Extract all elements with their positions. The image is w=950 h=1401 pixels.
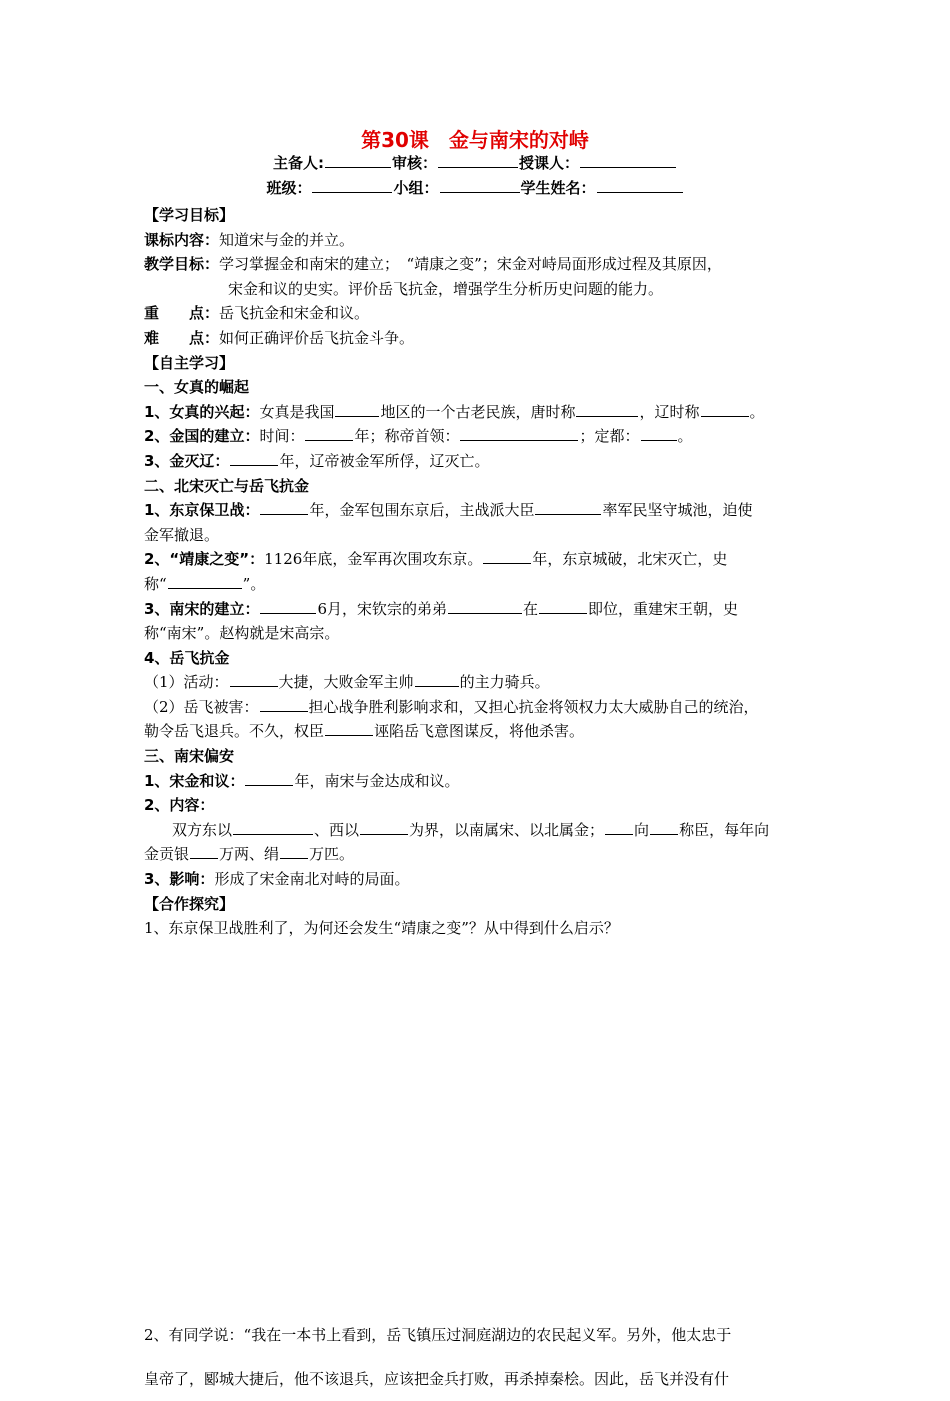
key-text: 岳飞抗金和宋金和议。 bbox=[219, 304, 370, 323]
s1-item-2-label: 2、金国的建立： bbox=[144, 427, 260, 446]
s3-item-2-line-1 bbox=[144, 818, 812, 843]
fill-blank[interactable] bbox=[280, 843, 308, 859]
section-3-heading: 三、南宋偏安 bbox=[144, 747, 235, 766]
s3-item-3-text-a: 形成了宋金南北对峙的局面。 bbox=[214, 870, 410, 889]
question-2-line-2: 皇帝了，郾城大捷后，他不该退兵，应该把金兵打败，再杀掉秦桧。因此，岳飞并没有什 bbox=[144, 1369, 730, 1388]
reviewer-blank[interactable] bbox=[438, 152, 518, 168]
s2-item-2-cont bbox=[144, 572, 812, 597]
fill-blank[interactable] bbox=[335, 401, 379, 417]
s3-item-2-text-g: 万两、绢 bbox=[219, 845, 280, 864]
s1-item-1-text-d: 。 bbox=[749, 402, 765, 421]
fill-blank[interactable] bbox=[539, 598, 587, 614]
question-1: 1、东京保卫战胜利了，为何还会发生“靖康之变”？从中得到什么启示？ bbox=[144, 919, 619, 938]
class-label: 班级： bbox=[266, 179, 312, 197]
fill-blank[interactable] bbox=[168, 573, 242, 589]
difficult-label: 难 点： bbox=[144, 328, 220, 347]
s3-item-2-text-c: 为界，以南属宋、以北属金； bbox=[409, 820, 605, 839]
question-2-line-1: 2、有同学说：“我在一本书上看到，岳飞镇压过洞庭湖边的农民起义军。另外，他太忠于 bbox=[144, 1325, 732, 1344]
teaching-line-1 bbox=[144, 252, 812, 277]
teaching-line-2: 宋金和议的史实。评价岳飞抗金，增强学生分析历史问题的能力。 bbox=[228, 279, 664, 298]
s1-item-3-text-a: 年，辽帝被金军所俘，辽灭亡。 bbox=[279, 451, 490, 470]
s3-item-2-text-a: 双方东以 bbox=[172, 820, 233, 839]
s2-item-4-1-text-b: 大捷，大败金军主帅 bbox=[278, 673, 414, 692]
fill-blank[interactable] bbox=[650, 819, 678, 835]
s1-item-1-label: 1、女真的兴起： bbox=[144, 402, 260, 421]
self-study-header: 【自主学习】 bbox=[144, 353, 235, 372]
fill-blank[interactable] bbox=[260, 598, 316, 614]
student-blank[interactable] bbox=[597, 177, 683, 193]
curriculum-line bbox=[144, 228, 812, 253]
s2-item-1 bbox=[144, 498, 812, 523]
s1-item-2-text-d: 。 bbox=[677, 427, 693, 446]
s2-item-4-2-text-d: 诬陷岳飞意图谋反，将他杀害。 bbox=[374, 722, 585, 741]
lecturer-label: 授课人： bbox=[519, 154, 580, 172]
s1-item-1-text-a: 女真是我国 bbox=[259, 402, 335, 421]
fill-blank[interactable] bbox=[230, 671, 278, 687]
s2-item-1-text-a: 年，金军包围东京后，主战派大臣 bbox=[309, 501, 535, 520]
fill-blank[interactable] bbox=[605, 819, 633, 835]
s2-item-3-label: 3、南宋的建立： bbox=[144, 599, 260, 618]
student-label: 学生姓名： bbox=[520, 179, 596, 197]
s3-item-2-label: 2、内容： bbox=[144, 796, 215, 815]
s3-item-3-label: 3、影响： bbox=[144, 870, 215, 889]
s1-item-1 bbox=[144, 400, 812, 425]
s1-item-3 bbox=[144, 449, 812, 474]
fill-blank[interactable] bbox=[245, 770, 293, 786]
fill-blank[interactable] bbox=[641, 425, 677, 441]
s2-item-3-cont: 称“南宋”。赵构就是宋高宗。 bbox=[144, 624, 340, 643]
cooperation-header: 【合作探究】 bbox=[144, 894, 235, 913]
preparer-blank[interactable] bbox=[325, 152, 391, 168]
s3-item-1 bbox=[144, 769, 812, 794]
teaching-label: 教学目标： bbox=[144, 255, 220, 274]
s3-item-1-text-a: 年，南宋与金达成和议。 bbox=[294, 771, 460, 790]
fill-blank[interactable] bbox=[576, 401, 638, 417]
key-label: 重 点： bbox=[144, 304, 220, 323]
s2-item-1-label: 1、东京保卫战： bbox=[144, 501, 260, 520]
s3-item-3 bbox=[144, 867, 812, 892]
s2-item-2-text-c: 称“ bbox=[144, 574, 167, 593]
s2-item-2-text-d: ”。 bbox=[242, 574, 266, 593]
s3-item-2-text-h: 万匹。 bbox=[309, 845, 355, 864]
fill-blank[interactable] bbox=[305, 425, 353, 441]
preparer-label: 主备人: bbox=[272, 154, 324, 172]
s2-item-1-text-b: 率军民坚守城池，迫使 bbox=[602, 501, 753, 520]
s2-item-4-2-text-c: 勒令岳飞退兵。不久，权臣 bbox=[144, 722, 325, 741]
s2-item-2-text-a: 1126年底，金军再次围攻东京。 bbox=[264, 550, 483, 569]
s2-item-4-1-text-c: 的主力骑兵。 bbox=[459, 673, 550, 692]
s2-item-3-text-c: 即位，重建宋王朝，史 bbox=[588, 599, 739, 618]
fill-blank[interactable] bbox=[460, 425, 578, 441]
fill-blank[interactable] bbox=[230, 450, 278, 466]
s1-item-1-text-c: ，辽时称 bbox=[639, 402, 700, 421]
s1-item-3-label: 3、金灭辽： bbox=[144, 451, 230, 470]
reviewer-label: 审核： bbox=[391, 154, 437, 172]
group-blank[interactable] bbox=[440, 177, 520, 193]
s2-item-4-2-text-b: 担心战争胜利影响求和，又担心抗金将领权力太大威胁自己的统治， bbox=[308, 697, 759, 716]
s3-item-1-label: 1、宋金和议： bbox=[144, 771, 245, 790]
s1-item-2-text-b: 年；称帝首领： bbox=[354, 427, 460, 446]
fill-blank[interactable] bbox=[233, 819, 313, 835]
meta-row-1 bbox=[0, 152, 950, 173]
s3-item-2-line-2 bbox=[144, 842, 812, 867]
worksheet-body bbox=[144, 203, 812, 1401]
fill-blank[interactable] bbox=[190, 843, 218, 859]
section-2-heading: 二、北宋灭亡与岳飞抗金 bbox=[144, 476, 310, 495]
s1-item-1-text-b: 地区的一个古老民族，唐时称 bbox=[380, 402, 576, 421]
teaching-text-1: 学习掌握金和南宋的建立； “靖康之变”；宋金对峙局面形成过程及其原因， bbox=[219, 255, 722, 274]
s2-item-4-2 bbox=[144, 695, 812, 720]
fill-blank[interactable] bbox=[415, 671, 459, 687]
curriculum-text: 知道宋与金的并立。 bbox=[219, 230, 355, 249]
s2-item-4-2-text-a: （2）岳飞被害： bbox=[144, 697, 259, 716]
difficult-line bbox=[144, 326, 812, 351]
goals-header: 【学习目标】 bbox=[144, 206, 235, 224]
fill-blank[interactable] bbox=[701, 401, 749, 417]
s3-item-2-text-b: 、西以 bbox=[314, 820, 360, 839]
meta-row-2 bbox=[0, 177, 950, 198]
fill-blank[interactable] bbox=[260, 696, 308, 712]
fill-blank[interactable] bbox=[260, 499, 308, 515]
s2-item-3 bbox=[144, 597, 812, 622]
s2-item-4-1-text-a: （1）活动： bbox=[144, 673, 229, 692]
curriculum-label: 课标内容： bbox=[144, 230, 220, 249]
s2-item-4-1 bbox=[144, 670, 812, 695]
lesson-title: 第30课 金与南宋的对峙 bbox=[361, 128, 589, 152]
s2-item-3-text-b: 在 bbox=[523, 599, 539, 618]
lecturer-blank[interactable] bbox=[580, 152, 676, 168]
section-1-heading: 一、女真的崛起 bbox=[144, 378, 250, 397]
fill-blank[interactable] bbox=[535, 499, 601, 515]
fill-blank[interactable] bbox=[448, 598, 522, 614]
fill-blank[interactable] bbox=[360, 819, 408, 835]
class-blank[interactable] bbox=[312, 177, 392, 193]
s2-item-4-2-cont bbox=[144, 719, 812, 744]
s2-item-4-heading: 4、岳飞抗金 bbox=[144, 648, 230, 667]
s1-item-2-text-c: ；定都： bbox=[579, 427, 640, 446]
s2-item-2-text-b: 年，东京城破，北宋灭亡，史 bbox=[532, 550, 728, 569]
fill-blank[interactable] bbox=[325, 720, 373, 736]
s2-item-2-label: 2、“靖康之变”： bbox=[144, 550, 265, 569]
difficult-text: 如何正确评价岳飞抗金斗争。 bbox=[219, 328, 415, 347]
s3-item-2-text-e: 称臣，每年向 bbox=[679, 820, 770, 839]
s1-item-2-text-a: 时间： bbox=[259, 427, 305, 446]
s2-item-2 bbox=[144, 547, 812, 572]
s2-item-1-cont: 金军撤退。 bbox=[144, 525, 220, 544]
s3-item-2-text-f: 金贡银 bbox=[144, 845, 190, 864]
fill-blank[interactable] bbox=[483, 548, 531, 564]
answer-space[interactable] bbox=[144, 941, 812, 1313]
group-label: 小组： bbox=[393, 179, 439, 197]
s3-item-2-text-d: 向 bbox=[634, 820, 650, 839]
key-line bbox=[144, 301, 812, 326]
s1-item-2 bbox=[144, 424, 812, 449]
s2-item-3-text-a: 6月，宋钦宗的弟弟 bbox=[317, 599, 447, 618]
